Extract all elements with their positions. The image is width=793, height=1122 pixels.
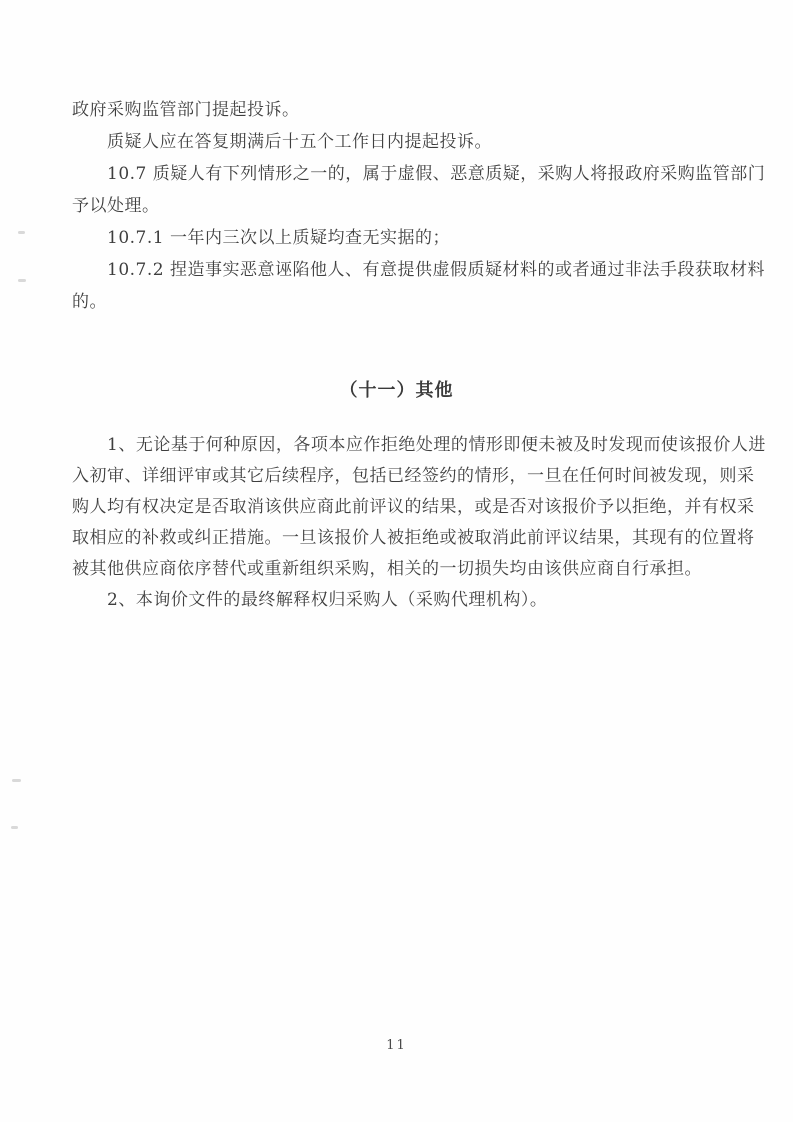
scan-artifact-speck bbox=[12, 779, 21, 782]
text-line: 入初审、详细评审或其它后续程序，包括已经签约的情形，一旦在任何时间被发现，则采 bbox=[72, 466, 755, 486]
text-line: 质疑人应在答复期满后十五个工作日内提起投诉。 bbox=[107, 132, 492, 152]
text-line: 被其他供应商依序替代或重新组织采购，相关的一切损失均由该供应商自行承担。 bbox=[72, 559, 702, 579]
page-number: 11 bbox=[386, 1038, 407, 1053]
scan-artifact-speck bbox=[18, 279, 26, 282]
text-line: 取相应的补救或纠正措施。一旦该报价人被拒绝或被取消此前评议结果，其现有的位置将 bbox=[72, 528, 755, 548]
other-section-paragraph bbox=[72, 430, 766, 616]
text-line-clause-10-7-1: 10.7.1 一年内三次以上质疑均查无实据的； bbox=[107, 228, 450, 248]
text-line: 予以处理。 bbox=[72, 196, 160, 216]
text-line: 购人均有权决定是否取消该供应商此前评议的结果，或是否对该报价予以拒绝，并有权采 bbox=[72, 497, 755, 517]
text-line-item-1: 1、无论基于何种原因，各项本应作拒绝处理的情形即便未被及时发现而使该报价人进 bbox=[107, 435, 766, 455]
scan-artifact-speck bbox=[11, 826, 18, 829]
complaint-section-paragraph bbox=[72, 0, 766, 318]
text-line-clause-10-7: 10.7 质疑人有下列情形之一的，属于虚假、恶意质疑，采购人将报政府采购监管部门 bbox=[107, 164, 766, 184]
text-line: 政府采购监管部门提起投诉。 bbox=[72, 100, 300, 120]
scan-artifact-speck bbox=[18, 231, 25, 234]
text-line-clause-10-7-2: 10.7.2 捏造事实恶意诬陷他人、有意提供虚假质疑材料的或者通过非法手段获取材料 bbox=[107, 260, 765, 280]
section-heading-other: （十一）其他 bbox=[339, 380, 454, 401]
text-line-item-2: 2、本询价文件的最终解释权归采购人（采购代理机构）。 bbox=[107, 590, 548, 610]
text-line: 的。 bbox=[72, 292, 107, 312]
